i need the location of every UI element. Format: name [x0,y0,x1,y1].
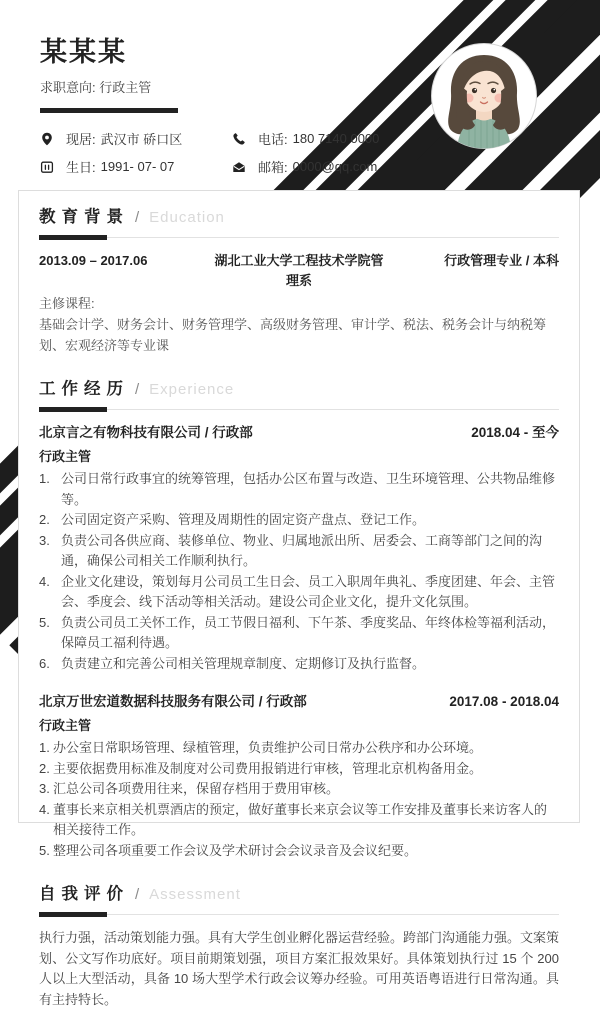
section-title-en: Assessment [149,886,241,903]
profile-photo [429,41,539,151]
section-assessment [39,883,559,1010]
section-header [39,378,559,401]
contact-email [232,157,420,176]
job-duties [39,738,559,861]
duty-item: 负责公司各供应商、装修单位、物业、归属地派出所、居委会、工商等部门之间的沟通，确保公司相关工作顺利执行。 [61,532,543,568]
contact-info [40,129,420,176]
job-entry-2 [39,692,559,861]
section-title-en: Experience [149,381,235,398]
contact-label: 现居: [66,132,96,147]
education-period: 2013.09 – 2017.06 [39,253,148,268]
job-company: 北京万世宏道数据科技服务有限公司 / 行政部 [39,694,307,709]
job-duties [39,469,559,674]
job-entry-1 [39,423,559,674]
section-rule [39,912,559,917]
duty-item: 负责建立和完善公司相关管理规章制度、定期修订及执行监督。 [61,655,426,671]
mail-icon [232,160,246,174]
calendar-icon [40,160,54,174]
job-header [39,692,559,712]
location-pin-icon [40,132,54,146]
duty-item: 整理公司各项重要工作会议及学术研讨会会议录音及会议纪要。 [53,842,418,858]
education-major: 行政管理专业 / 本科 [444,253,559,268]
objective-value: 行政主管 [99,80,152,95]
job-period: 2018.04 - 至今 [471,425,559,440]
section-separator: / [135,381,140,398]
job-period: 2017.08 - 2018.04 [449,694,559,709]
courses-label: 主修课程: [39,296,95,311]
section-title-zh: 工作经历 [39,380,129,398]
section-separator: / [135,886,140,903]
section-title-zh: 教育背景 [39,208,129,226]
duty-item: 负责公司员工关怀工作，员工节假日福利、下午茶、季度奖品、年终体检等福利活动，保障员工福利待遇。 [61,614,556,650]
job-role: 行政主管 [39,449,92,464]
duty-item: 办公室日常职场管理、绿植管理，负责维护公司日常办公秩序和办公环境。 [53,740,483,755]
duty-item: 董事长来京相关机票酒店的预定，做好董事长来京会议等工作安排及董事长来访客人的相关接待工作。 [53,801,548,837]
contact-value: 1991- 07- 07 [100,159,175,174]
section-header [39,883,559,906]
duty-item: 企业文化建设，策划每月公司员工生日会、员工入职周年典礼、季度团建、年会、主管会、季度会、线下活动等相关活动。建设公司企业文化，提升文化氛围。 [61,573,556,609]
candidate-name: 某某某 [40,37,127,67]
education-entry [39,251,559,291]
duty-item: 主要依据费用标准及制度对公司费用报销进行审核，管理北京机构备用金。 [53,760,483,776]
assessment-text: 执行力强，活动策划能力强。具有大学生创业孵化器运营经验。跨部门沟通能力强。文案策划、公文写作功底好。项目前期策划强，项目方案汇报效果好。具体策划执行过 15 个 200 人以上大型活动，具备 10 场大型学术行政会议筹办经验。可用英语粤语进行日常沟通。具有主持特长。 [39,930,560,1007]
contact-location [40,129,208,148]
contact-label: 电话: [258,132,288,147]
job-role: 行政主管 [39,718,92,733]
section-separator: / [135,209,140,226]
avatar-illustration [429,41,539,151]
section-rule [39,235,559,240]
courses-list: 基础会计学、财务会计、财务管理学、高级财务管理、审计学、税法、税务会计与纳税筹划、宏观经济等专业课 [39,317,547,353]
duty-item: 公司日常行政事宜的统筹管理，包括办公区布置与改造、卫生环境管理、公共物品维修等。 [61,471,556,507]
education-school: 湖北工业大学工程技术学院管理系 [214,253,384,288]
contact-label: 生日: [66,160,96,175]
contact-value: 武汉市 硚口区 [100,132,183,147]
section-education [39,206,559,356]
objective-label: 求职意向: [40,80,96,95]
duty-item: 汇总公司各项费用往来，保留存档用于费用审核。 [53,781,340,796]
section-header [39,206,559,229]
job-company: 北京言之有物科技有限公司 / 行政部 [39,425,253,440]
duty-item: 公司固定资产采购、管理及周期性的固定资产盘点、登记工作。 [61,512,426,527]
contact-birthday [40,157,208,176]
phone-icon [232,132,246,146]
section-title-zh: 自我评价 [39,885,129,903]
header-accent-bar [40,108,178,113]
section-title-en: Education [149,209,225,226]
contact-label: 邮箱: [258,160,288,175]
resume-body-card [18,190,580,1007]
section-rule [39,407,559,412]
contact-value: 0000@qq.com [292,159,378,174]
contact-value: 180 7140 0000 [292,131,380,146]
contact-phone [232,129,420,148]
section-experience [39,378,559,861]
job-header [39,423,559,443]
